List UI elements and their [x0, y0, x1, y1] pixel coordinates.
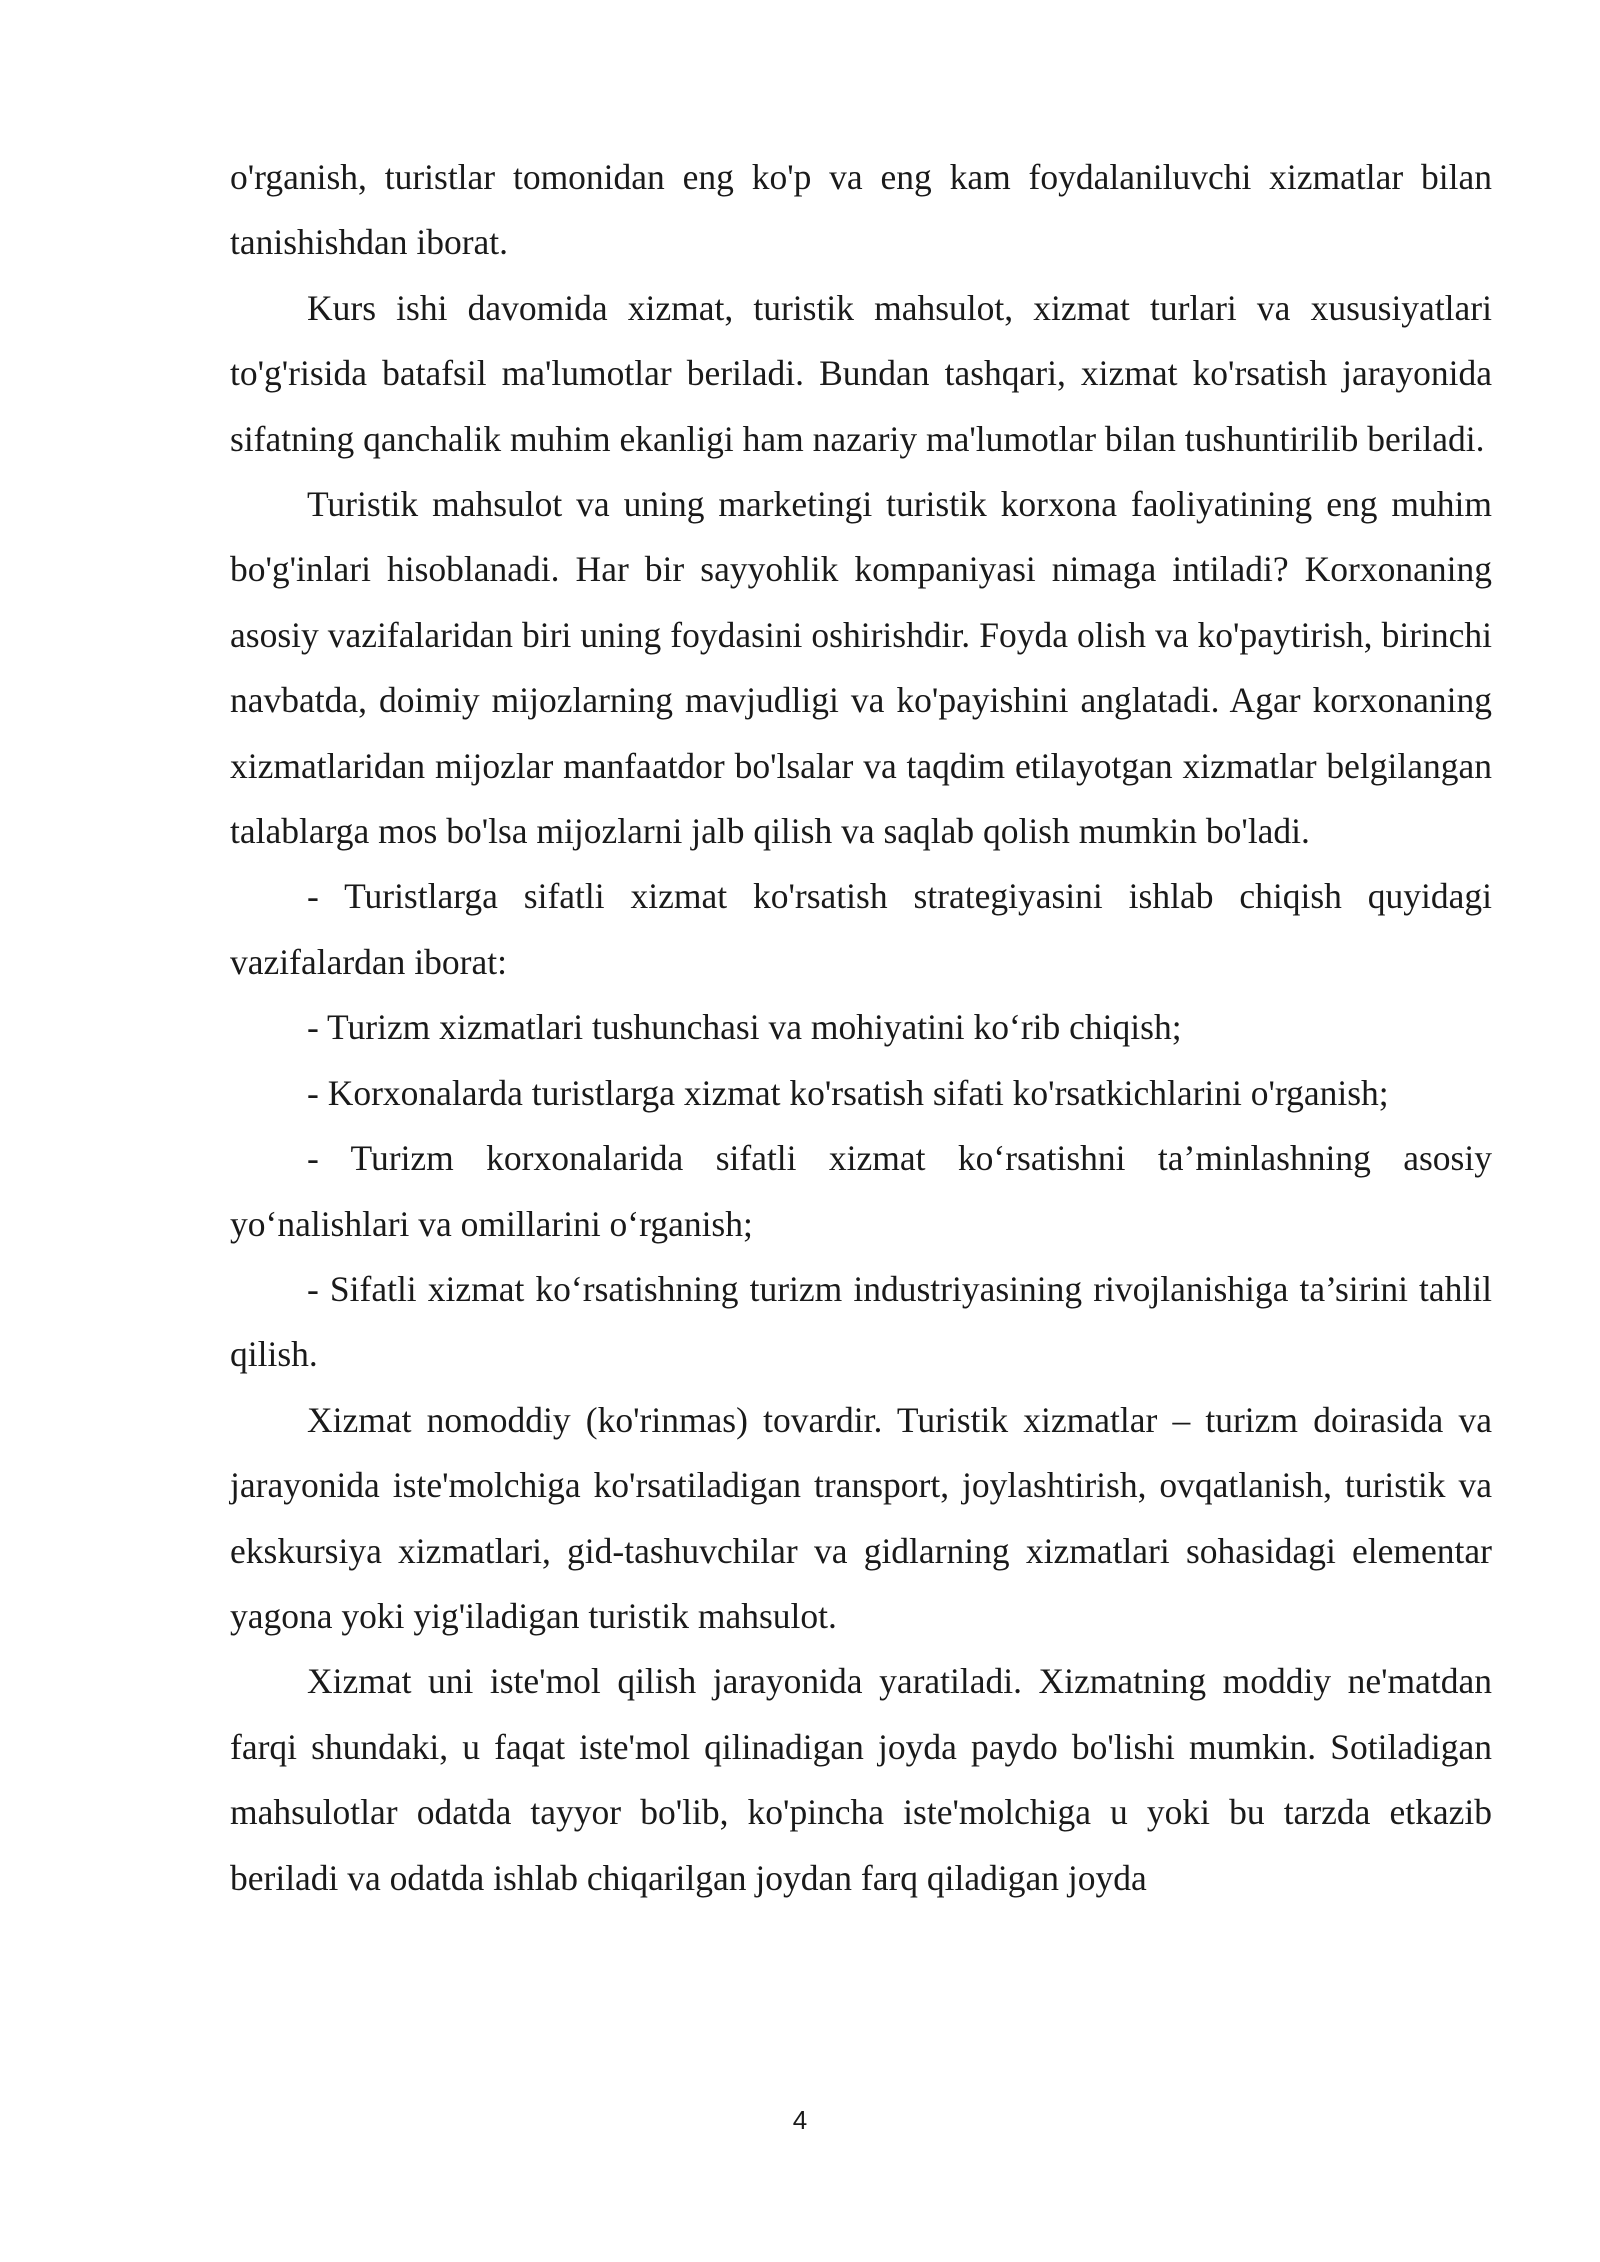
paragraph-intangible-service: Xizmat nomoddiy (ko'rinmas) tovardir. Turistik xizmatlar – turizm doirasida va jarayonida iste'molchiga ko'rsatiladigan transport, joylashtirish, ovqatlanish, turistik va ekskursiya xizmatlari, gid-tashuvchilar va gidlarning xizmatlari sohasidagi elementar yagona yoki yig'iladigan turistik mahsulot.: [230, 1399, 1492, 1636]
paragraph-tourist-product: Turistik mahsulot va uning marketingi turistik korxona faoliyatining eng muhim bo'g'inlari hisoblanadi. Har bir sayyohlik kompaniyasi nimaga intiladi? Korxonaning asosiy vazifalaridan biri uning foydasini oshirishdir. Foyda olish va ko'paytirish, birinchi navbatda, doimiy mijozlarning mavjudligi va ko'payishini anglatadi. Agar korxonaning xizmatlaridan mijozlar manfaatdor bo'lsalar va taqdim etilayotgan xizmatlar belgilangan talablarga mos bo'lsa mijozlarni jalb qilish va saqlab qolish mumkin bo'ladi.: [230, 484, 1492, 852]
page-number: 4: [792, 2105, 808, 2135]
paragraph-course-overview: Kurs ishi davomida xizmat, turistik mahsulot, xizmat turlari va xususiyatlari to'g'risida batafsil ma'lumotlar beriladi. Bundan tashqari, xizmat ko'rsatish jarayonida sifatning qanchalik muhim ekanligi ham nazariy ma'lumotlar bilan tushuntirilib beriladi.: [230, 287, 1492, 459]
list-item-impact-analysis: - Sifatli xizmat ko‘rsatishning turizm industriyasining rivojlanishiga ta’sirini tahlil qilish.: [230, 1268, 1492, 1375]
paragraph-continuation: o'rganish, turistlar tomonidan eng ko'p va eng kam foydalaniluvchi xizmatlar bilan tanishishdan iborat.: [230, 157, 1492, 263]
list-item-directions: - Turizm korxonalarida sifatli xizmat ko‘rsatishni ta’minlashning asosiy yo‘nalishlari va omillarini o‘rganish;: [230, 1138, 1492, 1244]
list-item-concept: - Turizm xizmatlari tushunchasi va mohiyatini ko‘rib chiqish;: [307, 1007, 1182, 1048]
paragraph-service-creation: Xizmat uni iste'mol qilish jarayonida yaratiladi. Xizmatning moddiy ne'matdan farqi shundaki, u faqat iste'mol qilinadigan joyda paydo bo'lishi mumkin. Sotiladigan mahsulotlar odatda tayyor bo'lib, ko'pincha iste'molchiga u yoki bu tarzda etkazib beriladi va odatda ishlab chiqarilgan joydan farq qiladigan joyda: [230, 1661, 1492, 1898]
list-item-strategy-intro: - Turistlarga sifatli xizmat ko'rsatish strategiyasini ishlab chiqish quyidagi vazifalardan iborat:: [230, 876, 1492, 982]
list-item-quality-indicators: - Korxonalarda turistlarga xizmat ko'rsatish sifati ko'rsatkichlarini o'rganish;: [307, 1072, 1389, 1113]
body-text: [230, 145, 1492, 1911]
